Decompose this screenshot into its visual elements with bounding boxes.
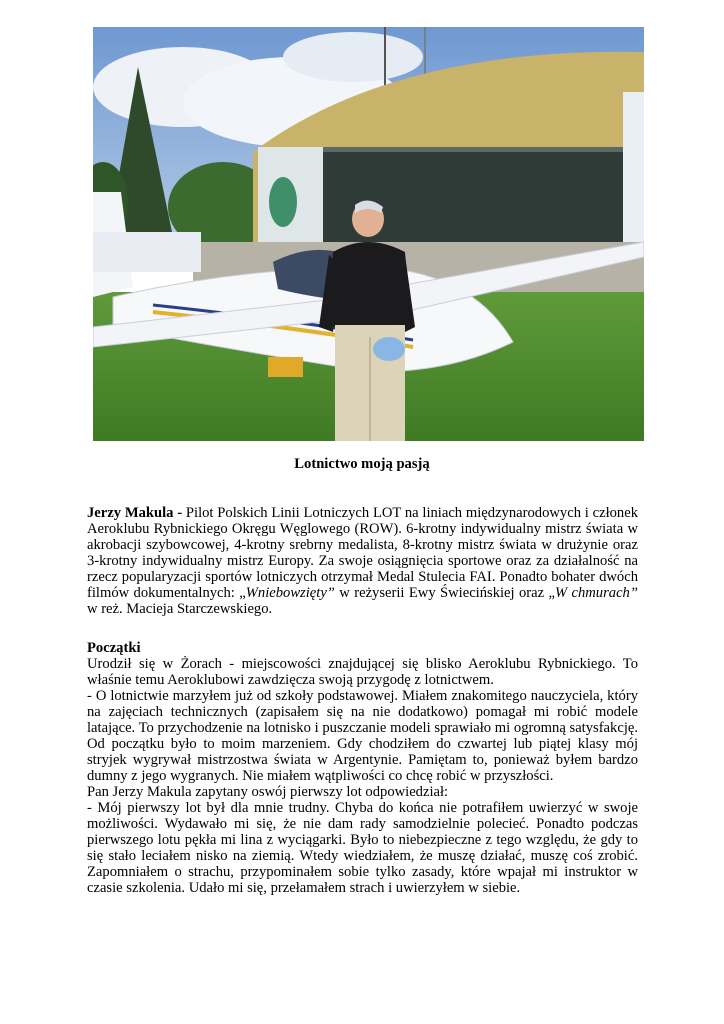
glider-pilot-photo [93,27,644,441]
glider-stabilizer [93,232,201,272]
body-paragraph: Pan Jerzy Makula zapytany oswój pierwszy lot odpowiedział: [87,784,449,800]
body-paragraph: - Mój pierwszy lot był dla mnie trudny. Chyba do końca nie potrafiłem uwierzyć w swoje możliwości. Wydawało mi się, że nie dam rady samodzielnie polecieć. Ponadto podczas pierwszego lotu pękła mi lina z wyciągarki. Było to niebezpieczne z tego względu, że gdy to się stało leciałem nisko na ziemią. Wtedy wiedziałem, że muszę działać, muszę coś zrobić. Zapomniałem o strachu, przypominałem sobie tylko zasady, które wpajał mi instruktor w czasie szkolenia. Udało mi się, przełamałem strach i uwierzyłem w siebie. [87,800,638,896]
intro-paragraph [87,505,638,617]
blue-cap [373,337,405,361]
section-beginnings [87,640,638,896]
person-name: Jerzy Makula - [87,505,183,521]
cloud [283,32,423,82]
section-heading: Początki [87,640,141,656]
glider-wheel [268,357,303,377]
film-title: Wniebowzięty” [245,585,335,601]
body-paragraph: Urodził się w Żorach - miejscowości znajdującej się blisko Aeroklubu Rybnickiego. To właśnie temu Aeroklubowi zawdzięcza swoją przygodę z lotnictwem. [87,656,638,688]
intro-text: Pilot Polskich Linii Lotniczych LOT na liniach międzynarodowych i członek Aeroklubu Rybnickiego Okręgu Węglowego (ROW). 6-krotny indywidualny mistrz świata w akrobacji szybowcowej, 4-krotny srebrny medalista, 8-krotny mistrz świata w drużynie oraz 3-krotny indywidualny mistrz Europy. Za swoje osiągnięcia sportowe oraz za działalność na rzecz popularyzacji sportów lotniczych otrzymał Medal Stulecia FAI. Ponadto bohater dwóch filmów dokumentalnych: „ [87,505,638,601]
intro-text: w reżyserii Ewy Świecińskiej oraz „ [334,585,555,601]
intro-text: w reż. Macieja Starczewskiego. [87,601,273,617]
photo-caption: Lotnictwo moją pasją [294,456,430,472]
body-paragraph: - O lotnictwie marzyłem już od szkoły podstawowej. Miałem znakomitego nauczyciela, który na zajęciach technicznych (zapisałem się na nie dodatkowo) pomagał mi robić modele latające. To przychodzenie na lotnisko i puszczanie modeli sprawiało mi ogromną satysfakcję. Od początku było to moim marzeniem. Gdy chodziłem do czwartej lub piątej klasy mój stryjek wygrywał mistrzostwa świata w Argentynie. Pamiętam to, ponieważ byłem bardzo dumny z jego wygranych. Nie miałem wątpliwości co chcę robić w przyszłości. [87,688,638,784]
hangar-emblem [269,177,297,227]
photo-illustration [93,27,644,441]
film-title: W chmurach” [554,585,638,601]
